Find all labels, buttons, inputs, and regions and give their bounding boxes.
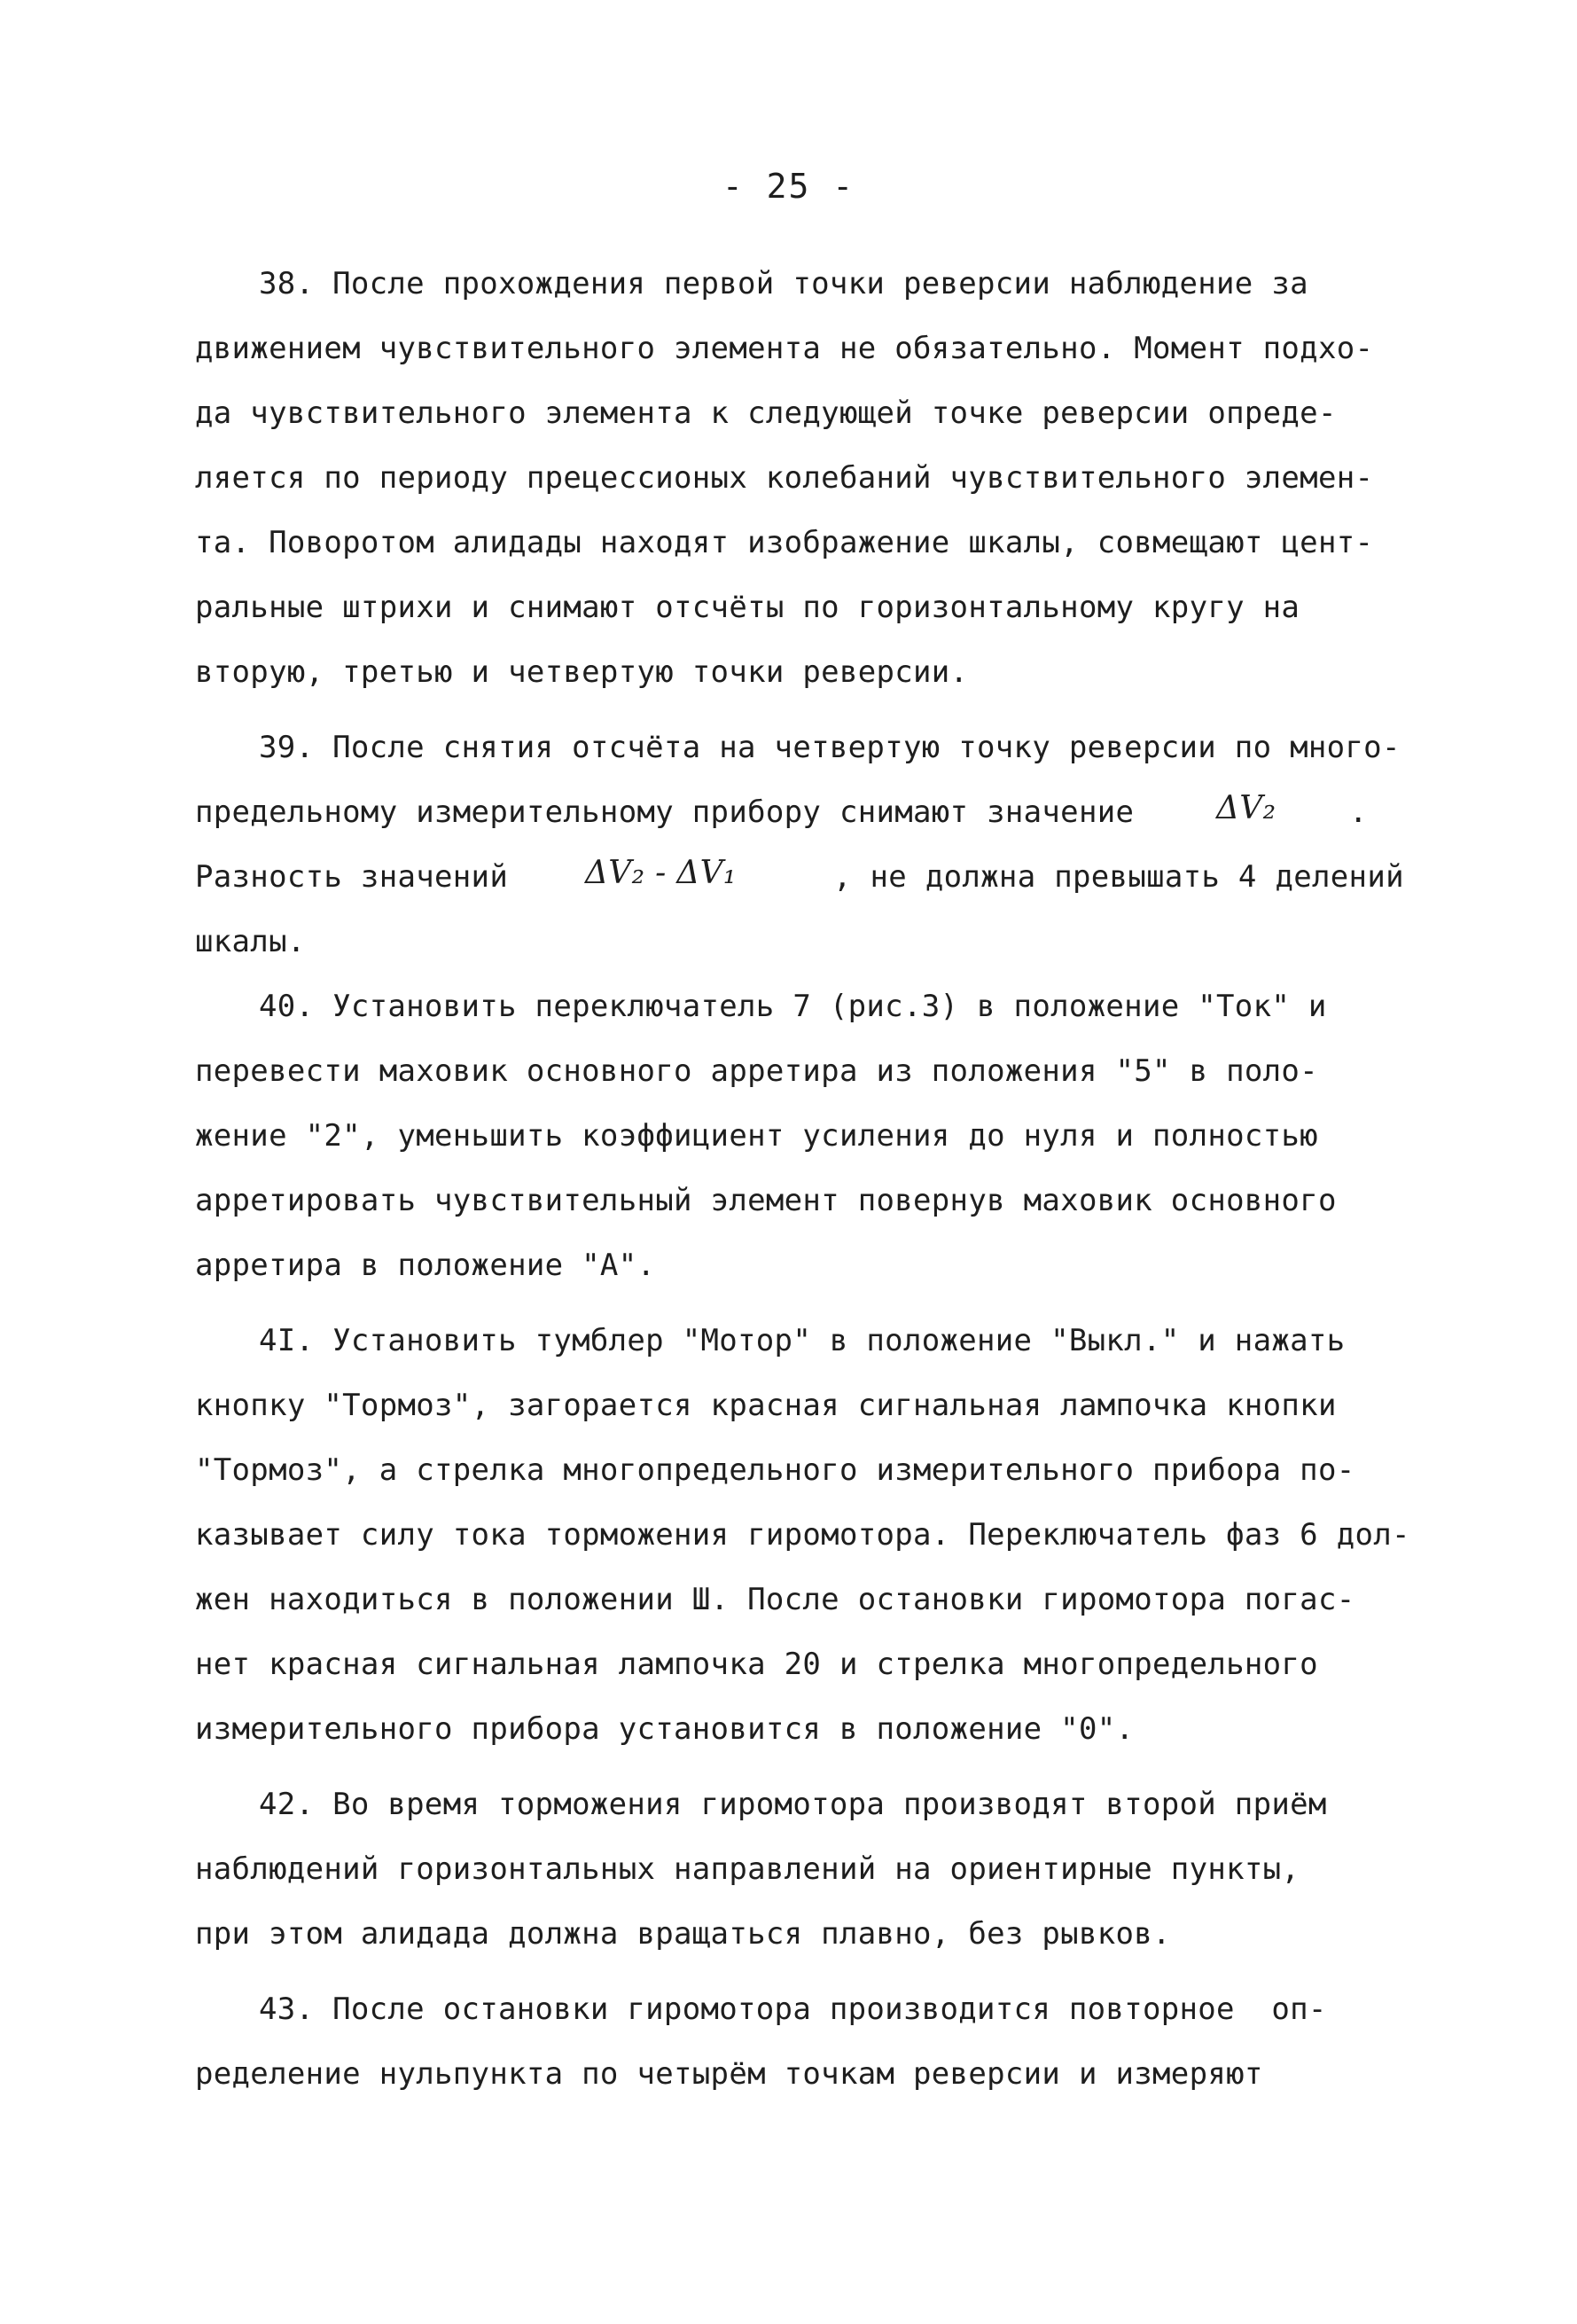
text-line: да чувствительного элемента к следующей точке реверсии опреде-	[195, 395, 1337, 431]
text-line: 43. После остановки гиромотора производится повторное оп-	[259, 1991, 1327, 2027]
text-line: "Тормоз", а стрелка многопредельного измерительного прибора по-	[195, 1452, 1355, 1488]
text-line: перевести маховик основного арретира из положения "5" в поло-	[195, 1053, 1318, 1089]
text-line: казывает силу тока торможения гиромотора. Переключатель фаз 6 дол-	[195, 1517, 1410, 1553]
page-number: - 25 -	[722, 167, 855, 206]
formula-delta-v2: ΔV₂	[1216, 790, 1276, 826]
text-line: арретировать чувствительный элемент повернув маховик основного	[195, 1183, 1337, 1218]
text-line: ляется по периоду прецессионых колебаний чувствительного элемен-	[195, 460, 1374, 496]
text-line: 38. После прохождения первой точки реверсии наблюдение за	[259, 266, 1308, 301]
text-line: шкалы.	[195, 924, 306, 959]
text-line: ральные штрихи и снимают отсчёты по горизонтальному кругу на	[195, 590, 1300, 625]
text-line: 40. Установить переключатель 7 (рис.3) в положение "Ток" и	[259, 989, 1327, 1024]
text-line: измерительного прибора установится в положение "0".	[195, 1711, 1135, 1747]
text-line: 39. После снятия отсчёта на четвертую точку реверсии по много-	[259, 730, 1401, 765]
text-segment: .	[1349, 794, 1368, 830]
text-line: арретира в положение "А".	[195, 1248, 656, 1283]
text-line: при этом алидада должна вращаться плавно, без рывков.	[195, 1916, 1171, 1952]
text-segment: , не должна превышать 4 делений	[833, 859, 1404, 895]
text-segment: Разность значений	[195, 859, 509, 895]
text-line: кнопку "Тормоз", загорается красная сигнальная лампочка кнопки	[195, 1388, 1337, 1423]
text-line: 42. Во время торможения гиромотора производят второй приём	[259, 1787, 1327, 1822]
text-line: та. Поворотом алидады находят изображение шкалы, совмещают цент-	[195, 525, 1374, 560]
text-segment: предельному измерительному прибору снимают значение	[195, 794, 1135, 830]
text-line: наблюдений горизонтальных направлений на ориентирные пункты,	[195, 1851, 1300, 1887]
text-line: ределение нульпункта по четырём точкам реверсии и измеряют	[195, 2056, 1263, 2092]
text-line-with-formula	[195, 855, 1525, 898]
text-line: нет красная сигнальная лампочка 20 и стрелка многопредельного	[195, 1647, 1318, 1682]
text-line: 4I. Установить тумблер "Мотор" в положение "Выкл." и нажать	[259, 1323, 1346, 1358]
formula-difference: ΔV₂ - ΔV₁	[585, 855, 737, 891]
text-line: вторую, третью и четвертую точки реверсии.	[195, 654, 969, 690]
text-line: жен находиться в положении Ш. После остановки гиромотора погас-	[195, 1582, 1355, 1617]
text-line: жение "2", уменьшить коэффициент усиления до нуля и полностью	[195, 1118, 1318, 1154]
text-line-with-formula	[195, 790, 1525, 833]
text-line: движением чувствительного элемента не обязательно. Момент подхо-	[195, 331, 1374, 366]
